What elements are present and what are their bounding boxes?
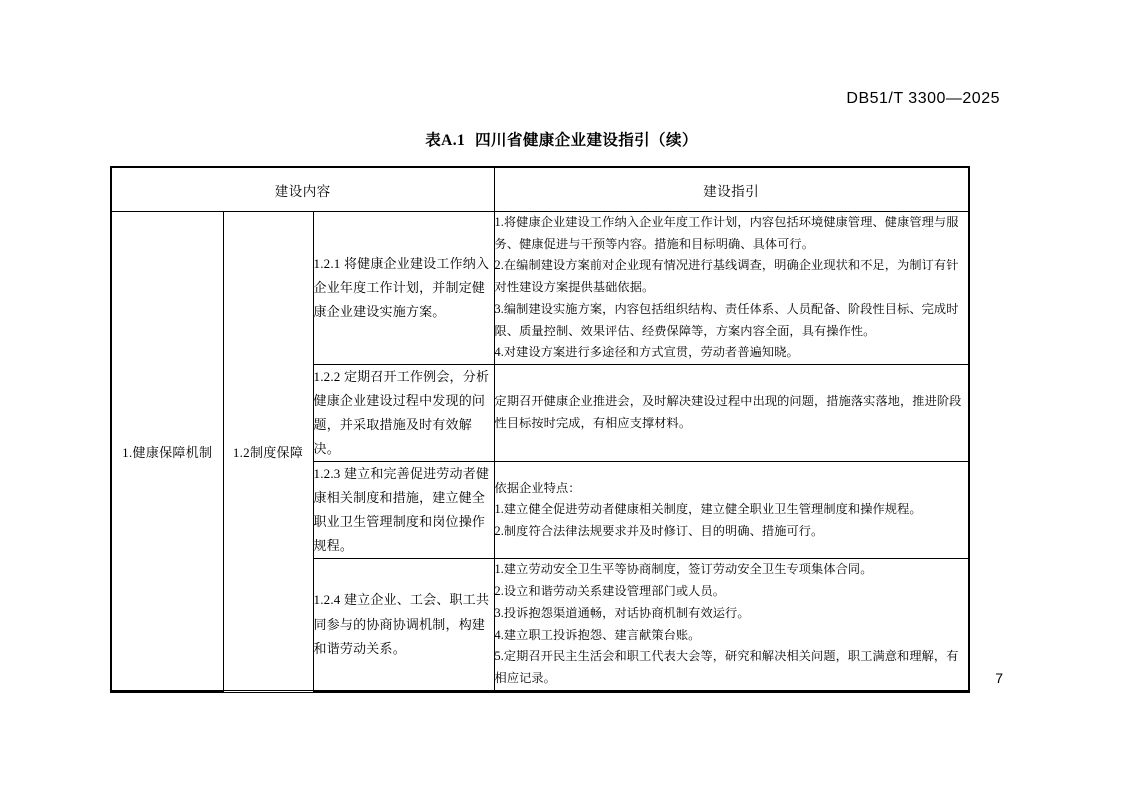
category-level1-cell: 1.健康保障机制 (111, 212, 223, 691)
page-number: 7 (995, 670, 1003, 686)
guidance-item: 定期召开健康企业推进会，及时解决建设过程中出现的问题，措施落实落地，推进阶段性目标按时完成，有相应支撑材料。 (494, 394, 962, 431)
table-row (111, 212, 969, 365)
content-cell-1-2-2: 1.2.2 定期召开工作例会，分析健康企业建设过程中发现的问题，并采取措施及时有效解决。 (313, 365, 494, 462)
header-guidance-column: 建设指引 (494, 167, 969, 212)
guidance-item: 4.对建设方案进行多途径和方式宣贯，劳动者普遍知晓。 (494, 345, 799, 360)
guidance-lead: 依据企业特点： (494, 480, 581, 495)
category-level2-cell: 1.2制度保障 (223, 212, 313, 691)
header-content-column: 建设内容 (111, 167, 494, 212)
construction-guideline-table (110, 166, 970, 693)
guidance-cell-1-2-2 (494, 365, 969, 462)
guidance-item: 2.制度符合法律法规要求并及时修订、目的明确、措施可行。 (494, 524, 824, 539)
guidance-item: 2.在编制建设方案前对企业现有情况进行基线调查，明确企业现状和不足，为制订有针对性建设方案提供基础依据。 (494, 258, 959, 295)
guidance-item: 1.建立劳动安全卫生平等协商制度，签订劳动安全卫生专项集体合同。 (494, 562, 873, 577)
guidance-cell-1-2-4 (494, 559, 969, 691)
guidance-item: 2.设立和谐劳动关系建设管理部门或人员。 (494, 584, 726, 599)
guidance-cell-1-2-3 (494, 462, 969, 559)
content-cell-1-2-3: 1.2.3 建立和完善促进劳动者健康相关制度和措施，建立健全职业卫生管理制度和岗位操作规程。 (313, 462, 494, 559)
guidance-item: 1.将健康企业建设工作纳入企业年度工作计划，内容包括环境健康管理、健康管理与服务、健康促进与干预等内容。措施和目标明确、具体可行。 (494, 215, 959, 251)
guidance-item: 3.投诉抱怨渠道通畅，对话协商机制有效运行。 (494, 605, 750, 620)
table-caption-number: 表A.1 (425, 132, 466, 149)
table-caption-title: 四川省健康企业建设指引（续） (475, 132, 698, 149)
guidance-cell-1-2-1 (494, 212, 969, 365)
content-cell-1-2-4: 1.2.4 建立企业、工会、职工共同参与的协商协调机制，构建和谐劳动关系。 (313, 559, 494, 691)
table-header-row (111, 167, 969, 212)
guidance-item: 3.编制建设实施方案，内容包括组织结构、责任体系、人员配备、阶段性目标、完成时限、质量控制、效果评估、经费保障等，方案内容全面，具有操作性。 (494, 301, 959, 338)
guidance-item: 5.定期召开民主生活会和职工代表大会等，研究和解决相关问题，职工满意和理解，有相应记录。 (494, 649, 959, 685)
guidance-item: 1.建立健全促进劳动者健康相关制度，建立健全职业卫生管理制度和操作规程。 (494, 502, 922, 517)
table-caption (0, 128, 1123, 150)
standard-code-header: DB51/T 3300—2025 (846, 90, 1000, 107)
content-cell-1-2-1: 1.2.1 将健康企业建设工作纳入企业年度工作计划，并制定健康企业建设实施方案。 (313, 212, 494, 365)
guidance-item: 4.建立职工投诉抱怨、建言献策台账。 (494, 627, 701, 642)
